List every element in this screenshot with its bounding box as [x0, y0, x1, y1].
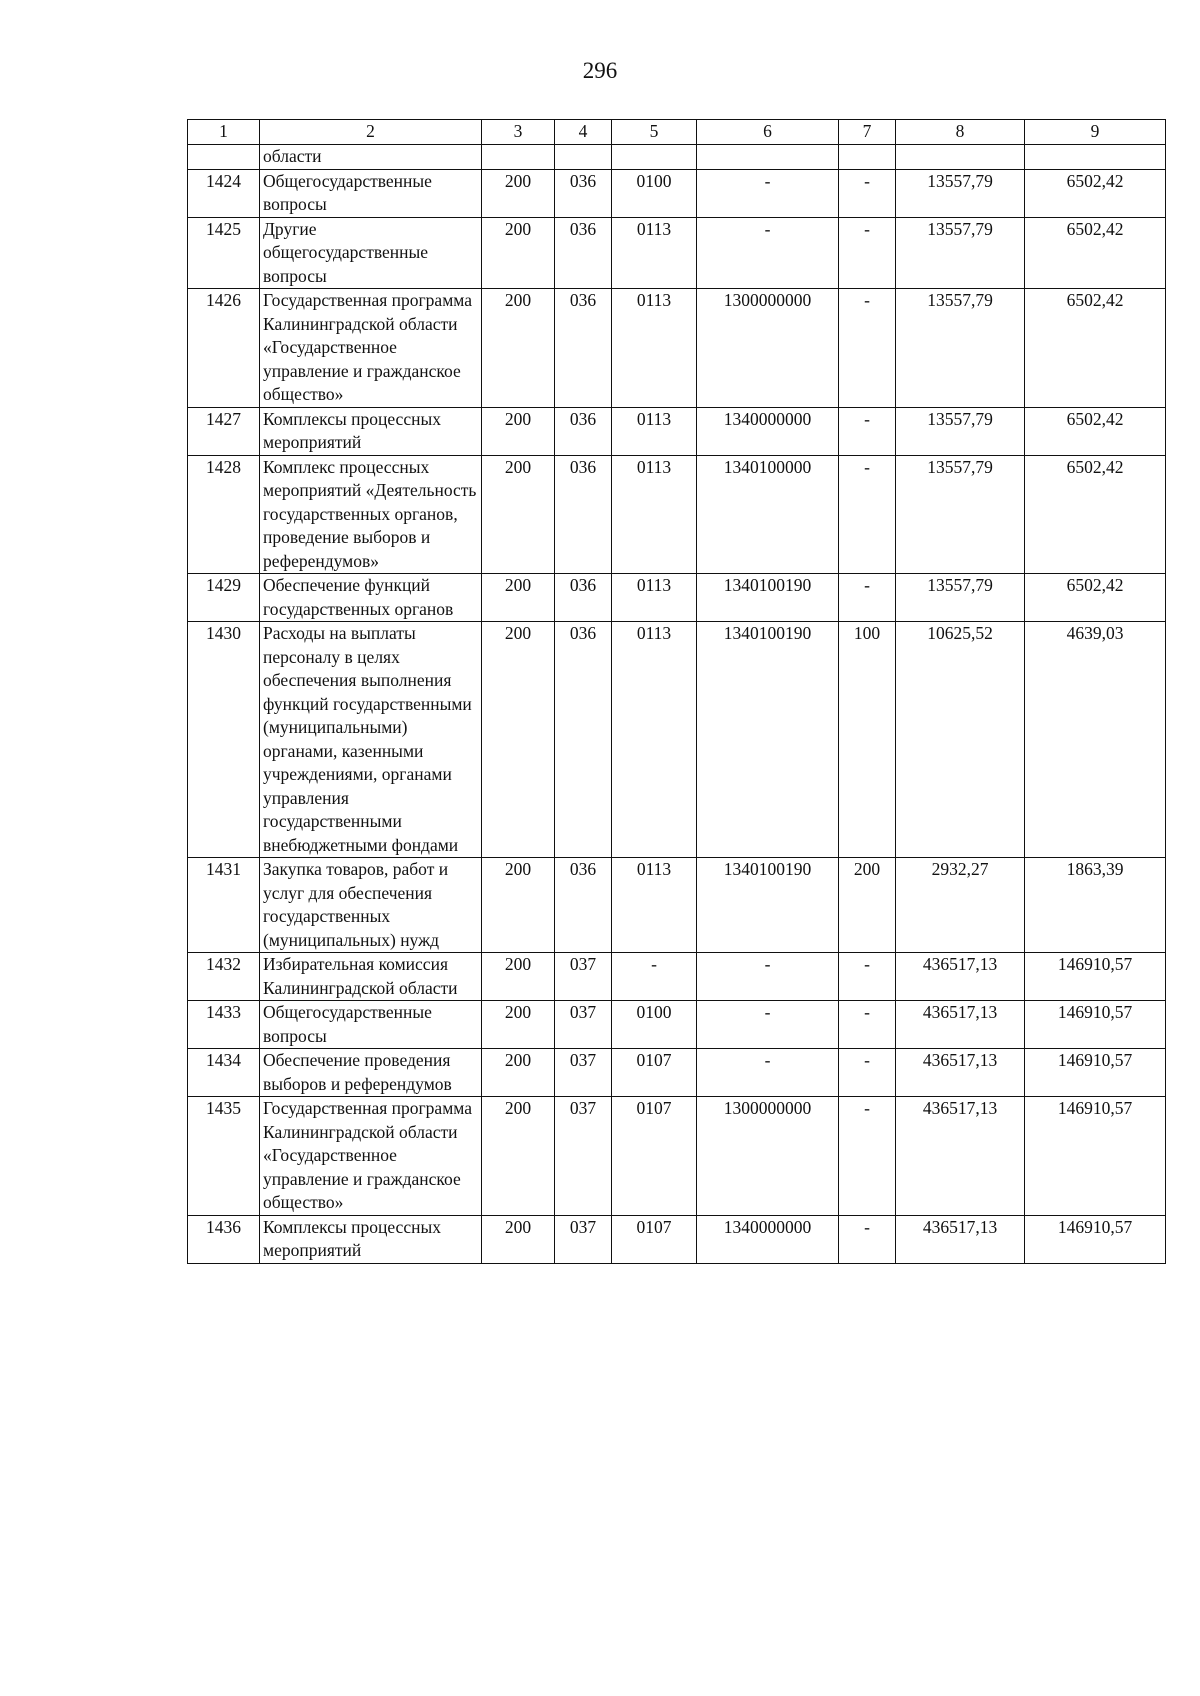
amount-9-cell: 1863,39	[1025, 858, 1166, 953]
code-3-cell: 200	[482, 1001, 555, 1049]
code-7-cell: -	[839, 1215, 896, 1263]
code-5-cell	[612, 145, 697, 170]
amount-8-cell: 13557,79	[896, 407, 1025, 455]
code-4-cell: 036	[555, 455, 612, 574]
page-number: 296	[582, 58, 618, 83]
item-name-cell: Государственная программа Калининградской области «Государственное управление и гражданское общество»	[260, 1097, 482, 1216]
table-row	[188, 1001, 1166, 1049]
code-7-cell: 100	[839, 622, 896, 858]
table-row	[188, 407, 1166, 455]
code-3-cell: 200	[482, 953, 555, 1001]
item-name-cell: Комплекс процессных мероприятий «Деятельность государственных органов, проведение выборов и референдумов»	[260, 455, 482, 574]
amount-8-cell: 436517,13	[896, 953, 1025, 1001]
amount-8-cell: 13557,79	[896, 574, 1025, 622]
column-header-6: 6	[697, 120, 839, 145]
item-name-cell: Общегосударственные вопросы	[260, 169, 482, 217]
table-row	[188, 858, 1166, 953]
code-4-cell: 036	[555, 858, 612, 953]
code-5-cell: 0113	[612, 622, 697, 858]
table-row	[188, 574, 1166, 622]
item-name-cell: Комплексы процессных мероприятий	[260, 1215, 482, 1263]
item-name-cell: Расходы на выплаты персоналу в целях обеспечения выполнения функций государственными (муниципальными) органами, казенными учреждениями, органами управления государственными внебюджетными фондами	[260, 622, 482, 858]
row-number-cell	[188, 145, 260, 170]
code-4-cell: 037	[555, 1097, 612, 1216]
table-row	[188, 145, 1166, 170]
amount-9-cell: 146910,57	[1025, 1215, 1166, 1263]
table-row	[188, 289, 1166, 408]
code-7-cell: -	[839, 289, 896, 408]
code-4-cell: 037	[555, 1001, 612, 1049]
code-3-cell: 200	[482, 217, 555, 289]
code-7-cell: 200	[839, 858, 896, 953]
row-number-cell: 1430	[188, 622, 260, 858]
column-header-3: 3	[482, 120, 555, 145]
code-4-cell: 036	[555, 574, 612, 622]
amount-8-cell: 436517,13	[896, 1097, 1025, 1216]
code-6-cell: 1300000000	[697, 1097, 839, 1216]
amount-9-cell: 146910,57	[1025, 953, 1166, 1001]
amount-9-cell: 6502,42	[1025, 217, 1166, 289]
code-6-cell: 1340000000	[697, 407, 839, 455]
item-name-cell: Избирательная комиссия Калининградской области	[260, 953, 482, 1001]
code-6-cell: -	[697, 169, 839, 217]
code-5-cell: 0107	[612, 1215, 697, 1263]
code-3-cell: 200	[482, 1215, 555, 1263]
amount-8-cell: 436517,13	[896, 1049, 1025, 1097]
code-4-cell: 036	[555, 217, 612, 289]
code-6-cell: 1340100190	[697, 622, 839, 858]
code-4-cell: 036	[555, 407, 612, 455]
code-3-cell: 200	[482, 289, 555, 408]
table-row	[188, 953, 1166, 1001]
code-7-cell: -	[839, 1049, 896, 1097]
code-4-cell: 036	[555, 289, 612, 408]
table-row	[188, 1049, 1166, 1097]
table-row	[188, 1215, 1166, 1263]
row-number-cell: 1431	[188, 858, 260, 953]
amount-8-cell	[896, 145, 1025, 170]
row-number-cell: 1435	[188, 1097, 260, 1216]
amount-8-cell: 13557,79	[896, 455, 1025, 574]
item-name-cell: Государственная программа Калининградской области «Государственное управление и гражданское общество»	[260, 289, 482, 408]
code-3-cell: 200	[482, 169, 555, 217]
code-7-cell: -	[839, 407, 896, 455]
row-number-cell: 1424	[188, 169, 260, 217]
row-number-cell: 1433	[188, 1001, 260, 1049]
code-3-cell: 200	[482, 858, 555, 953]
header-row	[188, 120, 1166, 145]
table-row	[188, 455, 1166, 574]
amount-8-cell: 13557,79	[896, 169, 1025, 217]
table-row	[188, 217, 1166, 289]
column-header-1: 1	[188, 120, 260, 145]
code-4-cell: 036	[555, 622, 612, 858]
code-6-cell: -	[697, 217, 839, 289]
column-header-8: 8	[896, 120, 1025, 145]
amount-9-cell	[1025, 145, 1166, 170]
code-3-cell: 200	[482, 1097, 555, 1216]
code-6-cell	[697, 145, 839, 170]
code-5-cell: 0107	[612, 1097, 697, 1216]
amount-9-cell: 6502,42	[1025, 574, 1166, 622]
code-7-cell	[839, 145, 896, 170]
code-7-cell: -	[839, 574, 896, 622]
code-7-cell: -	[839, 953, 896, 1001]
code-6-cell: 1300000000	[697, 289, 839, 408]
code-5-cell: 0100	[612, 1001, 697, 1049]
amount-8-cell: 2932,27	[896, 858, 1025, 953]
code-3-cell	[482, 145, 555, 170]
code-5-cell: 0107	[612, 1049, 697, 1097]
table-row	[188, 169, 1166, 217]
column-header-5: 5	[612, 120, 697, 145]
item-name-cell: области	[260, 145, 482, 170]
amount-9-cell: 146910,57	[1025, 1097, 1166, 1216]
amount-9-cell: 6502,42	[1025, 455, 1166, 574]
code-3-cell: 200	[482, 1049, 555, 1097]
item-name-cell: Закупка товаров, работ и услуг для обеспечения государственных (муниципальных) нужд	[260, 858, 482, 953]
code-5-cell: 0113	[612, 407, 697, 455]
code-5-cell: 0100	[612, 169, 697, 217]
code-3-cell: 200	[482, 407, 555, 455]
code-5-cell: 0113	[612, 289, 697, 408]
amount-9-cell: 6502,42	[1025, 407, 1166, 455]
amount-8-cell: 436517,13	[896, 1215, 1025, 1263]
code-3-cell: 200	[482, 455, 555, 574]
code-7-cell: -	[839, 1097, 896, 1216]
code-4-cell: 036	[555, 169, 612, 217]
code-4-cell: 037	[555, 1049, 612, 1097]
row-number-cell: 1436	[188, 1215, 260, 1263]
table-row	[188, 622, 1166, 858]
row-number-cell: 1432	[188, 953, 260, 1001]
code-6-cell: 1340100190	[697, 574, 839, 622]
code-5-cell: 0113	[612, 455, 697, 574]
code-5-cell: 0113	[612, 217, 697, 289]
code-4-cell: 037	[555, 1215, 612, 1263]
item-name-cell: Другие общегосударственные вопросы	[260, 217, 482, 289]
code-7-cell: -	[839, 169, 896, 217]
row-number-cell: 1428	[188, 455, 260, 574]
code-3-cell: 200	[482, 574, 555, 622]
column-header-2: 2	[260, 120, 482, 145]
amount-8-cell: 10625,52	[896, 622, 1025, 858]
code-6-cell: 1340000000	[697, 1215, 839, 1263]
code-7-cell: -	[839, 1001, 896, 1049]
code-5-cell: 0113	[612, 574, 697, 622]
code-4-cell: 037	[555, 953, 612, 1001]
code-5-cell: 0113	[612, 858, 697, 953]
code-4-cell	[555, 145, 612, 170]
row-number-cell: 1427	[188, 407, 260, 455]
item-name-cell: Общегосударственные вопросы	[260, 1001, 482, 1049]
amount-8-cell: 13557,79	[896, 217, 1025, 289]
code-6-cell: -	[697, 1049, 839, 1097]
amount-9-cell: 6502,42	[1025, 169, 1166, 217]
code-3-cell: 200	[482, 622, 555, 858]
row-number-cell: 1429	[188, 574, 260, 622]
code-6-cell: -	[697, 1001, 839, 1049]
amount-9-cell: 146910,57	[1025, 1049, 1166, 1097]
column-header-4: 4	[555, 120, 612, 145]
amount-8-cell: 13557,79	[896, 289, 1025, 408]
column-header-9: 9	[1025, 120, 1166, 145]
budget-table	[187, 119, 1166, 1264]
code-6-cell: 1340100190	[697, 858, 839, 953]
item-name-cell: Обеспечение функций государственных органов	[260, 574, 482, 622]
code-6-cell: 1340100000	[697, 455, 839, 574]
code-7-cell: -	[839, 455, 896, 574]
code-5-cell: -	[612, 953, 697, 1001]
item-name-cell: Комплексы процессных мероприятий	[260, 407, 482, 455]
amount-8-cell: 436517,13	[896, 1001, 1025, 1049]
code-7-cell: -	[839, 217, 896, 289]
amount-9-cell: 4639,03	[1025, 622, 1166, 858]
row-number-cell: 1426	[188, 289, 260, 408]
code-6-cell: -	[697, 953, 839, 1001]
amount-9-cell: 6502,42	[1025, 289, 1166, 408]
item-name-cell: Обеспечение проведения выборов и референдумов	[260, 1049, 482, 1097]
row-number-cell: 1434	[188, 1049, 260, 1097]
column-header-7: 7	[839, 120, 896, 145]
amount-9-cell: 146910,57	[1025, 1001, 1166, 1049]
table-row	[188, 1097, 1166, 1216]
table-body	[188, 145, 1166, 1264]
row-number-cell: 1425	[188, 217, 260, 289]
